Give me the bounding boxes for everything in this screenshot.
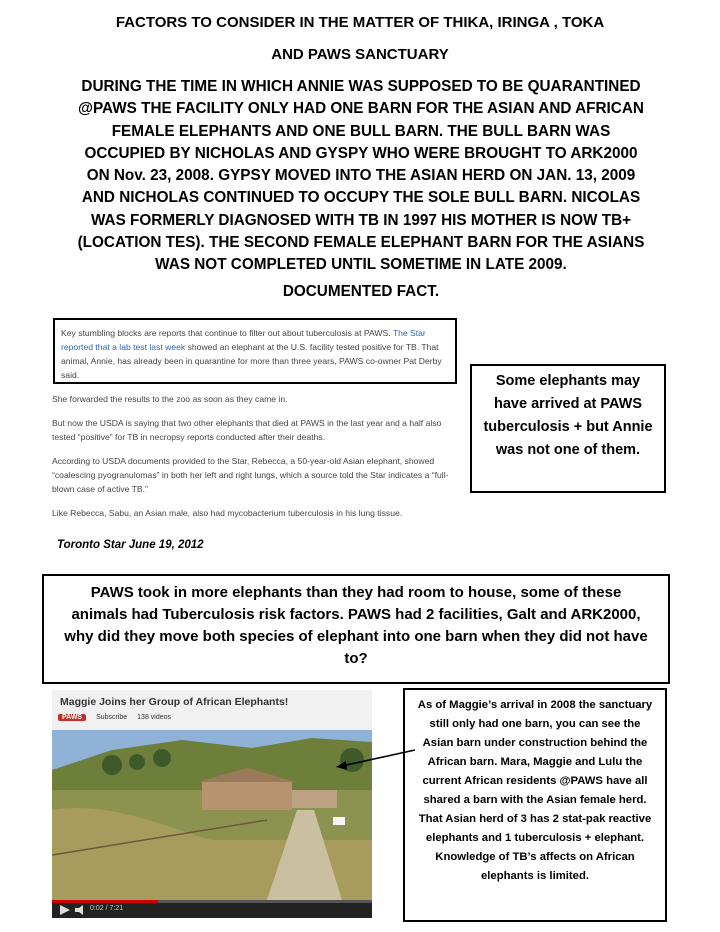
progress-bar[interactable] [52, 900, 372, 903]
volume-icon[interactable] [74, 904, 86, 916]
main-paragraph [56, 76, 666, 303]
tree [129, 754, 145, 770]
video-toolbar [58, 714, 179, 726]
paragraph-line: ON Nov. 23, 2008. GYPSY MOVED INTO THE ASIAN HERD ON JAN. 13, 2009 [86, 167, 636, 185]
progress-fill [52, 900, 158, 903]
video-count: 138 videos [137, 714, 172, 721]
barn-under-construction [292, 790, 337, 808]
paragraph-line: AND NICHOLAS CONTINUED TO OCCUPY THE SOLE BULL BARN. NICOLAS [81, 189, 641, 207]
side-note-text: Some elephants may have arrived at PAWS tuberculosis + but Annie was not one of them. [483, 373, 653, 458]
article-paragraph: Like Rebecca, Sabu, an Asian male, also had mycobacterium tuberculosis in his lung tissue. [52, 508, 403, 518]
video-screenshot [52, 690, 372, 918]
paragraph-line: FEMALE ELEPHANTS AND ONE BULL BARN. THE BULL BARN WAS [111, 122, 611, 140]
paragraph-line: DURING THE TIME IN WHICH ANNIE WAS SUPPOSED TO BE QUARANTINED [81, 78, 641, 95]
article-citation: Toronto Star June 19, 2012 [57, 539, 204, 551]
page-subtitle: AND PAWS SANCTUARY [271, 46, 449, 63]
barn [202, 782, 292, 810]
article-quote-box [53, 318, 457, 384]
side-note-box [470, 364, 666, 493]
video-title: Maggie Joins her Group of African Elephants! [60, 696, 289, 708]
paragraph-line: WAS FORMERLY DIAGNOSED WITH TB IN 1997 HIS MOTHER IS NOW TB+ [90, 211, 632, 229]
page-title: FACTORS TO CONSIDER IN THE MATTER OF THIKA, IRINGA , TOKA [115, 14, 605, 31]
subscribe-button[interactable]: Subscribe [96, 714, 128, 721]
callout-box [42, 574, 670, 684]
video-header [52, 690, 372, 730]
article-paragraph: But now the USDA is saying that two other elephants that died at PAWS in the last year and a half also tested “positive” for TB in necropsy reports conducted after their deaths. [52, 418, 442, 442]
article-body [52, 392, 452, 520]
article-quote-text: Key stumbling blocks are reports that continue to filter out about tuberculosis at PAWS. [61, 328, 391, 338]
article-paragraph: She forwarded the results to the zoo as soon as they came in. [52, 394, 288, 404]
paragraph-line: OCCUPIED BY NICHOLAS AND GYSPY WHO WERE BROUGHT TO ARK2000 [84, 144, 638, 162]
article-quote-text-2: showed an elephant at the U.S. facility tested positive for TB. That animal, Annie, has already been in quarantine for more than three years, PAWS co-owner Pat Derby said. [61, 342, 442, 380]
callout-text: PAWS took in more elephants than they had room to house, some of these animals had Tuberculosis risk factors. PAWS had 2 facilities, Galt and ARK2000, why did they move both species of elephant into one barn when they did not have to? [64, 584, 648, 667]
article-link[interactable]: The Star reported that a lab test last week [61, 328, 426, 352]
paragraph-line: DOCUMENTED FACT. [282, 282, 440, 300]
paragraph-line: @PAWS THE FACILITY ONLY HAD ONE BARN FOR THE ASIAN AND AFRICAN [78, 100, 644, 118]
article-paragraph: According to USDA documents provided to the Star, Rebecca, a 50-year-old Asian elephant, showed “coalescing pyogranulomas” in both her left and right lungs, which a source told the Star indicates a “full-blown case of active TB.” [52, 456, 449, 494]
tree [102, 755, 122, 775]
paragraph-line: (LOCATION TES). THE SECOND FEMALE ELEPHANT BARN FOR THE ASIANS [77, 234, 645, 252]
truck [333, 817, 345, 825]
play-icon[interactable] [58, 904, 72, 916]
maggie-note-box [403, 688, 667, 922]
paragraph-line: WAS NOT COMPLETED UNTIL SOMETIME IN LATE 2009. [155, 256, 567, 274]
tree [153, 749, 171, 767]
channel-badge[interactable]: PAWS [58, 714, 86, 721]
video-time: 0:02 / 7:21 [90, 905, 124, 912]
video-controls [52, 900, 372, 918]
maggie-note-text: As of Maggie’s arrival in 2008 the sanctuary still only had one barn, you can see the Asian barn under construction behind the African barn. Mara, Maggie and Lulu the current African residents @PAWS have all shared a barn with the Asian female herd. That Asian herd of 3 has 2 stat-pak reactive elephants and 1 tuberculosis + elephant. Knowledge of TB’s affects on African elephants is limited. [417, 699, 653, 882]
